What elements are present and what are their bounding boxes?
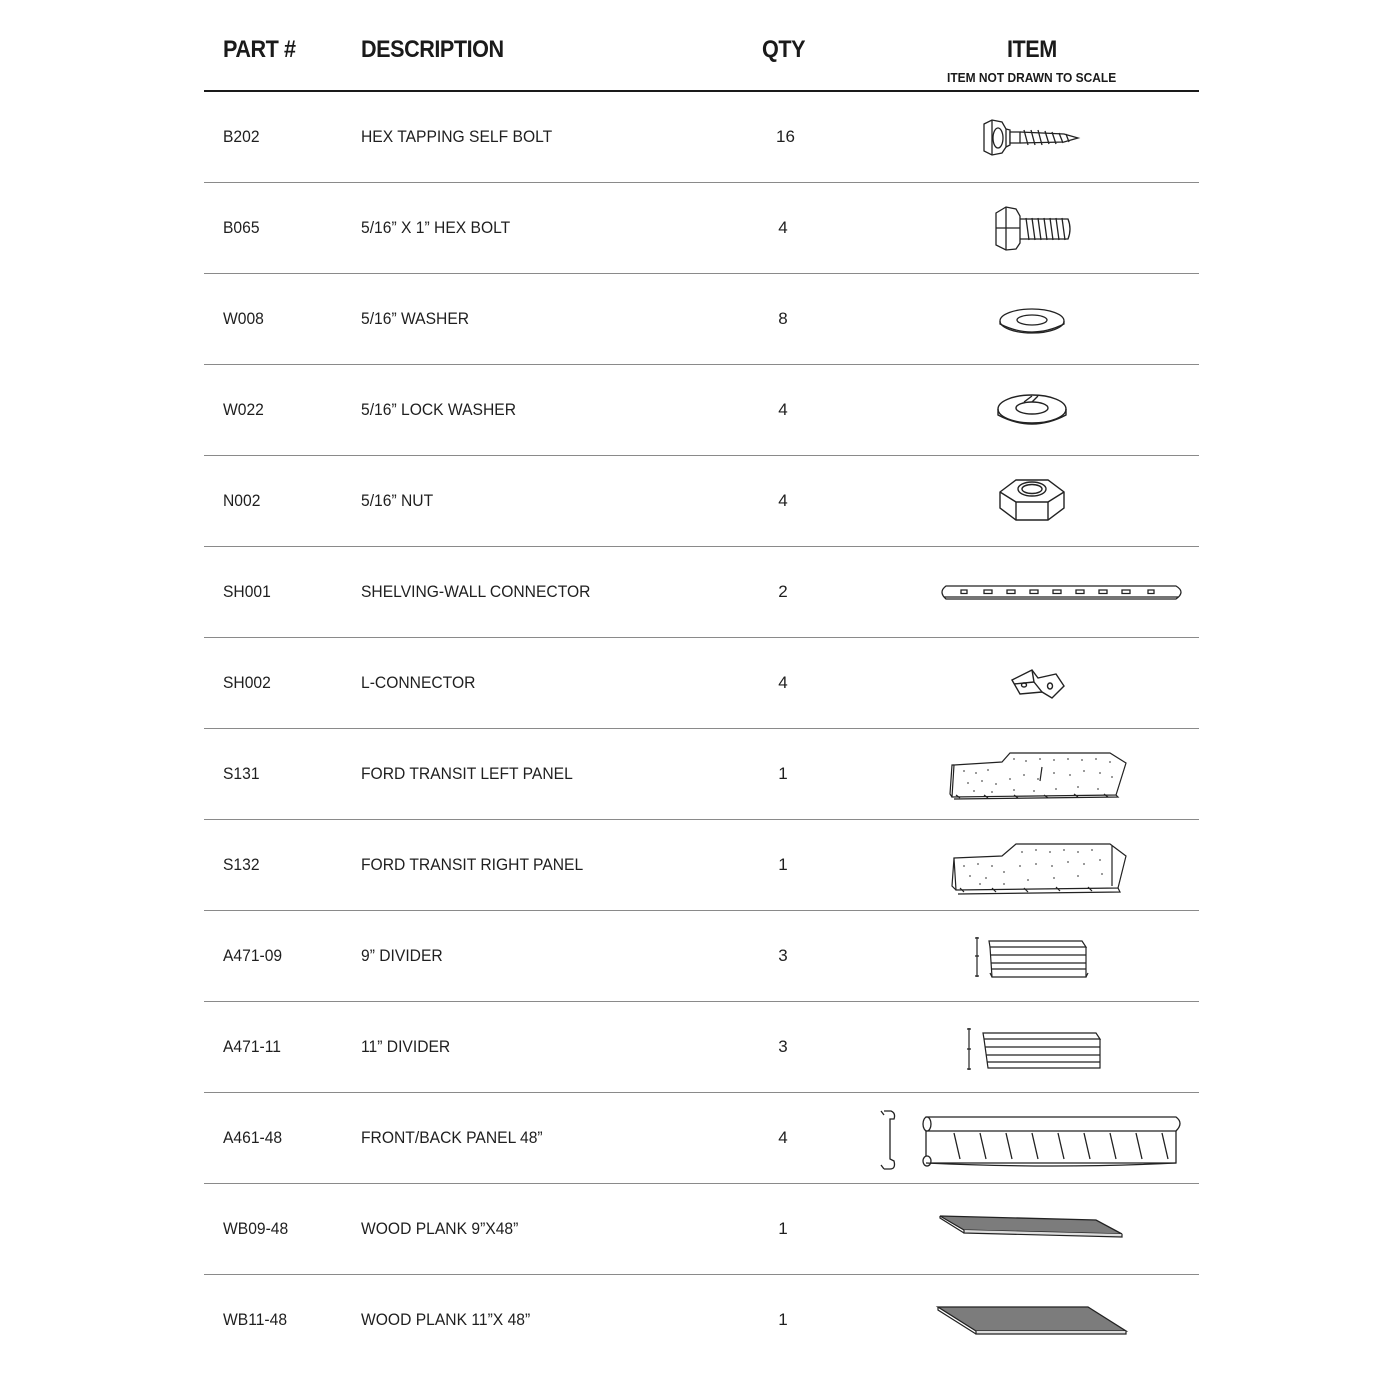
part-number: N002 <box>223 491 261 510</box>
table-row <box>204 1275 1199 1365</box>
part-qty: 4 <box>778 1128 788 1147</box>
part-description: L-CONNECTOR <box>361 673 476 692</box>
table-row <box>204 365 1199 456</box>
table-header <box>204 0 1199 92</box>
wood-plank-11-icon <box>864 1275 1199 1365</box>
part-qty: 1 <box>778 855 788 874</box>
table-row <box>204 274 1199 365</box>
part-description: 5/16” WASHER <box>361 309 470 328</box>
table-row <box>204 1093 1199 1184</box>
part-number: W008 <box>223 309 264 328</box>
part-qty: 16 <box>776 127 795 146</box>
part-description: FORD TRANSIT RIGHT PANEL <box>361 855 584 874</box>
table-row <box>204 1184 1199 1275</box>
part-number: S131 <box>223 764 260 783</box>
part-description: 11” DIVIDER <box>361 1037 451 1056</box>
part-number: A471-11 <box>223 1037 281 1056</box>
part-number: SH002 <box>223 673 271 692</box>
header-description: DESCRIPTION <box>361 36 504 63</box>
l-connector-icon <box>864 638 1199 728</box>
table-row <box>204 1002 1199 1093</box>
parts-table-body <box>204 92 1199 1365</box>
washer-icon <box>864 274 1199 364</box>
part-description: SHELVING-WALL CONNECTOR <box>361 582 591 601</box>
table-row <box>204 820 1199 911</box>
part-number: SH001 <box>223 582 271 601</box>
header-item: ITEM <box>1007 36 1057 63</box>
part-qty: 4 <box>778 673 788 692</box>
left-side-panel-icon <box>864 729 1199 819</box>
part-number: B065 <box>223 218 260 237</box>
part-number: S132 <box>223 855 260 874</box>
wood-plank-9-icon <box>864 1184 1199 1274</box>
table-row <box>204 547 1199 638</box>
part-qty: 8 <box>778 309 788 328</box>
part-qty: 1 <box>778 764 788 783</box>
wall-connector-strip-icon <box>864 547 1199 637</box>
part-number: A461-48 <box>223 1128 283 1147</box>
front-back-panel-icon <box>864 1093 1199 1183</box>
right-side-panel-icon <box>864 820 1199 910</box>
part-number: A471-09 <box>223 946 283 965</box>
header-qty: QTY <box>762 36 806 63</box>
part-description: 9” DIVIDER <box>361 946 443 965</box>
part-qty: 1 <box>778 1310 788 1329</box>
part-description: 5/16” LOCK WASHER <box>361 400 517 419</box>
hex-nut-icon <box>864 456 1199 546</box>
part-number: WB09-48 <box>223 1219 289 1238</box>
table-row <box>204 183 1199 274</box>
part-qty: 3 <box>778 946 788 965</box>
part-qty: 2 <box>778 582 788 601</box>
part-number: B202 <box>223 127 260 146</box>
part-description: 5/16” NUT <box>361 491 434 510</box>
part-qty: 4 <box>778 400 788 419</box>
part-description: FRONT/BACK PANEL 48” <box>361 1128 543 1147</box>
part-number: WB11-48 <box>223 1310 288 1329</box>
table-row <box>204 638 1199 729</box>
table-row <box>204 911 1199 1002</box>
part-description: WOOD PLANK 9”X48” <box>361 1219 519 1238</box>
part-description: 5/16” X 1” HEX BOLT <box>361 218 511 237</box>
header-part-number: PART # <box>223 36 296 63</box>
table-row <box>204 729 1199 820</box>
table-row <box>204 456 1199 547</box>
table-row <box>204 92 1199 183</box>
part-description: FORD TRANSIT LEFT PANEL <box>361 764 573 783</box>
part-qty: 3 <box>778 1037 788 1056</box>
divider-9-icon <box>864 911 1199 1001</box>
parts-list-sheet <box>204 0 1199 1365</box>
hex-tapping-screw-icon <box>864 92 1199 182</box>
part-description: HEX TAPPING SELF BOLT <box>361 127 553 146</box>
part-qty: 4 <box>778 218 788 237</box>
part-qty: 4 <box>778 491 788 510</box>
lock-washer-icon <box>864 365 1199 455</box>
header-item-note: ITEM NOT DRAWN TO SCALE <box>947 70 1117 85</box>
part-qty: 1 <box>778 1219 788 1238</box>
part-description: WOOD PLANK 11”X 48” <box>361 1310 531 1329</box>
divider-11-icon <box>864 1002 1199 1092</box>
hex-bolt-icon <box>864 183 1199 273</box>
part-number: W022 <box>223 400 264 419</box>
